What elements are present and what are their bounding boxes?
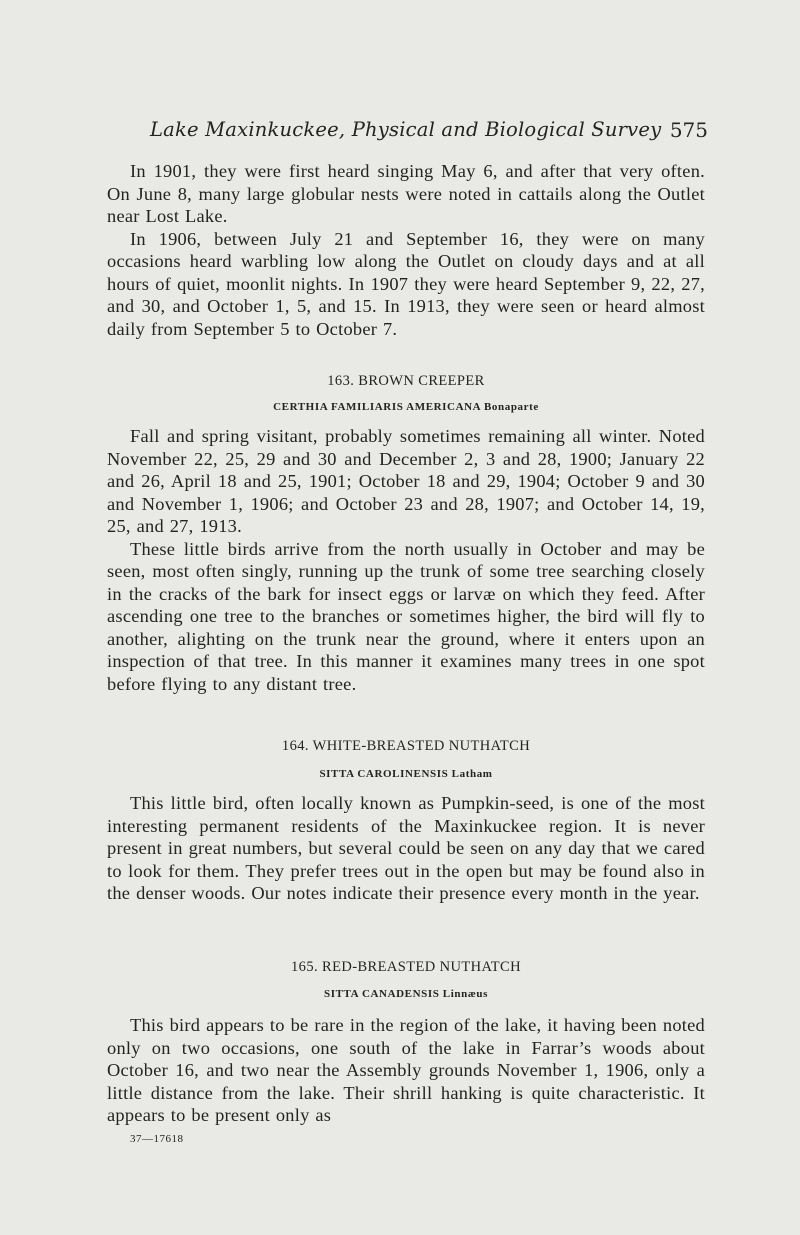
scientific-name-red-breasted-nuthatch: SITTA CANADENSIS Linnæus <box>324 988 488 1000</box>
section-heading-brown-creeper: 163. BROWN CREEPER <box>327 373 485 389</box>
signature-mark: 37—17618 <box>130 1133 184 1145</box>
intro-text <box>107 160 705 340</box>
section-text-brown-creeper <box>107 425 705 695</box>
section-text-red-breasted-nuthatch <box>107 1014 705 1127</box>
page-header <box>150 118 708 150</box>
scientific-name-white-breasted-nuthatch: SITTA CAROLINENSIS Latham <box>319 768 493 780</box>
page-number: 575 <box>669 118 708 142</box>
paragraph: This little bird, often locally known as Pumpkin-seed, is one of the most interesting permanent residents of the Maxinkuckee region. It is never present in great numbers, but several could be seen on any day that we cared to look for them. They prefer trees out in the open but may be found also in the denser woods. Our notes indicate their presence every month in the year. <box>107 793 705 903</box>
section-heading-red-breasted-nuthatch: 165. RED-BREASTED NUTHATCH <box>291 959 521 975</box>
section-heading-white-breasted-nuthatch: 164. WHITE-BREASTED NUTHATCH <box>281 738 531 754</box>
paragraph: These little birds arrive from the north usually in October and may be seen, most often singly, running up the trunk of some tree searching closely in the cracks of the bark for insect eggs or larvæ on which they feed. After ascending one tree to the branches or sometimes higher, the bird will fly to another, alighting on the trunk near the ground, where it enters upon an inspection of that tree. In this manner it examines many trees in one spot before flying to any distant tree. <box>107 538 705 694</box>
paragraph: Fall and spring visitant, probably sometimes remaining all winter. Noted November 22, 25, 29 and 30 and December 2, 3 and 28, 1900; January 22 and 26, April 18 and 25, 1901; October 18 and 29, 1904; October 9 and 30 and November 1, 1906; and October 23 and 28, 1907; and October 14, 19, 25, and 27, 1913. <box>107 426 705 536</box>
scientific-name-brown-creeper: CERTHIA FAMILIARIS AMERICANA Bonaparte <box>273 401 539 413</box>
paragraph: This bird appears to be rare in the region of the lake, it having been noted only on two occasions, one south of the lake in Farrar’s woods about October 16, and two near the Assembly grounds November 1, 1906, only a little distance from the lake. Their shrill hanking is quite characteristic. It appears to be present only as <box>107 1015 705 1125</box>
running-title: Lake Maxinkuckee, Physical and Biological Survey <box>150 118 662 141</box>
section-text-white-breasted-nuthatch <box>107 792 705 905</box>
paragraph: In 1906, between July 21 and September 16, they were on many occasions heard warbling low along the Outlet on cloudy days and at all hours of quiet, moonlit nights. In 1907 they were heard September 9, 22, 27, and 30, and October 1, 5, and 15. In 1913, they were seen or heard almost daily from September 5 to October 7. <box>107 228 705 339</box>
paragraph: In 1901, they were first heard singing May 6, and after that very often. On June 8, many large globular nests were noted in cattails along the Outlet near Lost Lake. <box>107 161 705 226</box>
